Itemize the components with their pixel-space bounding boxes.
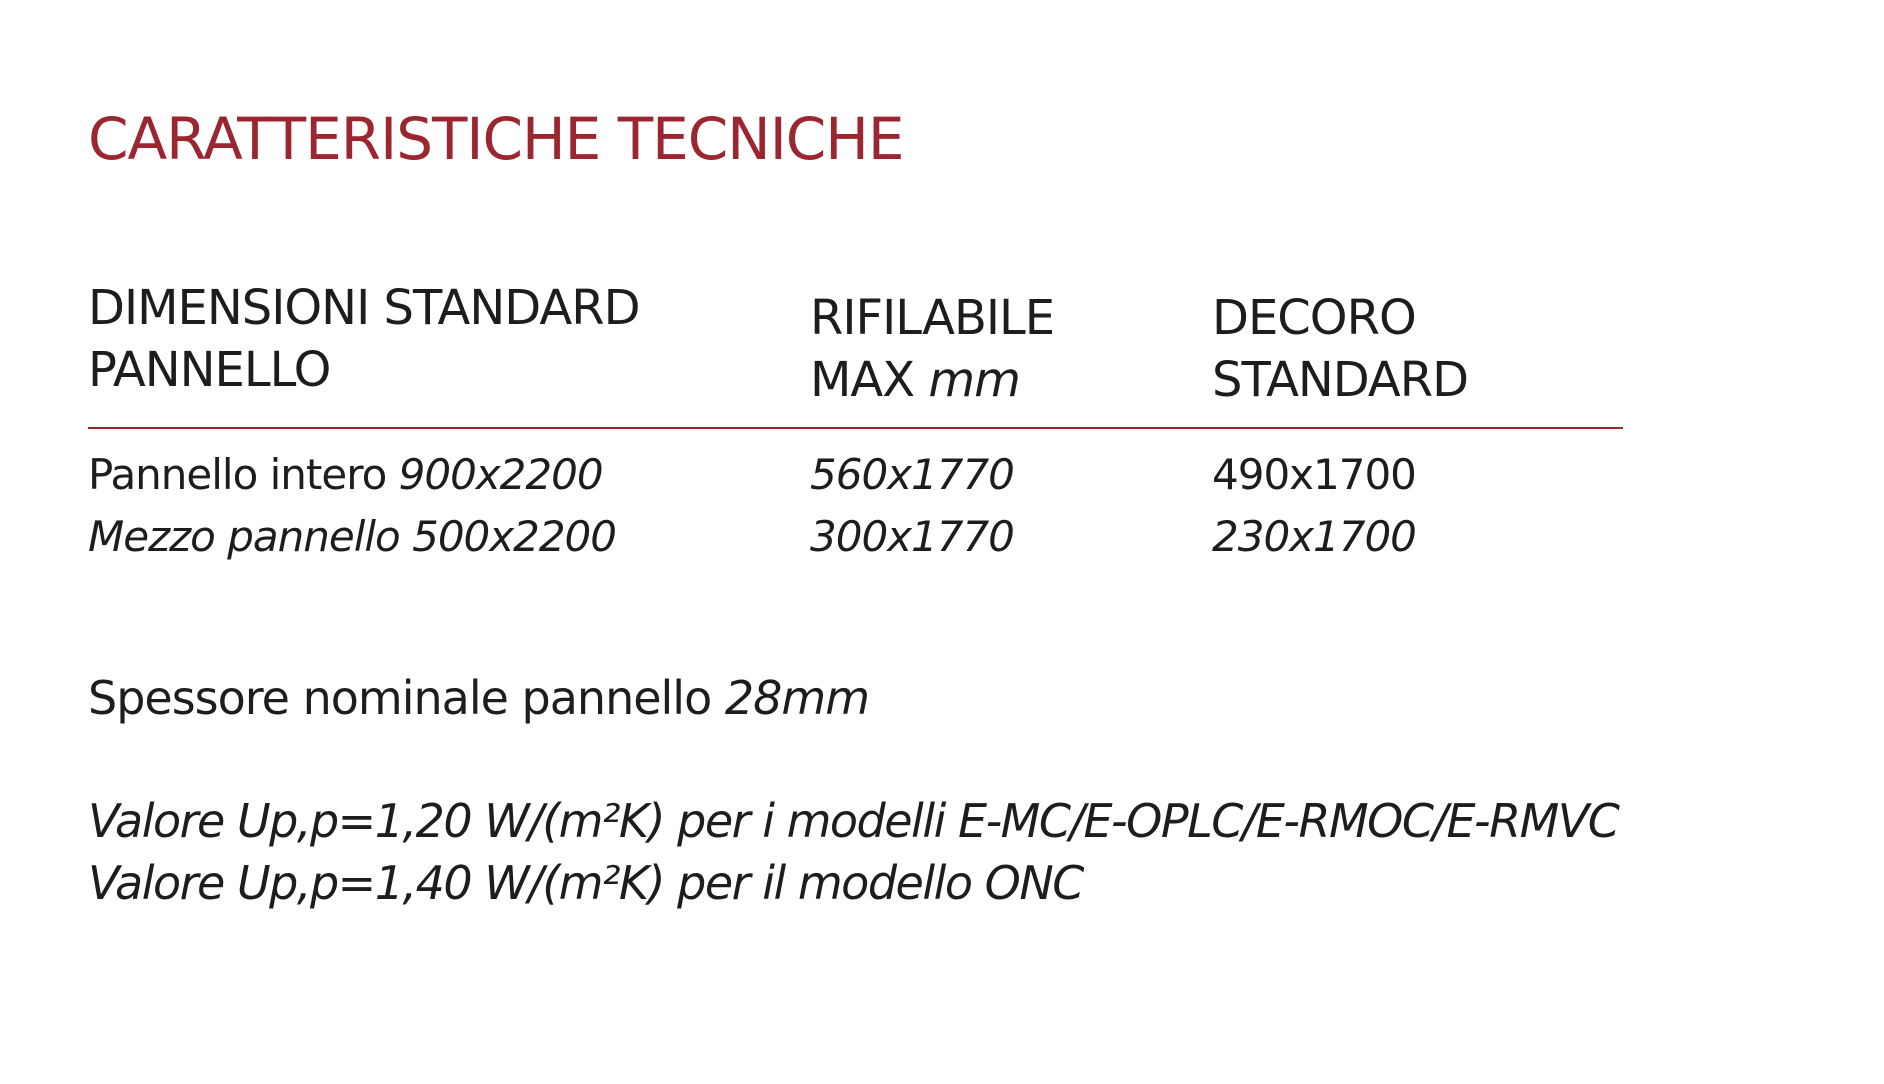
header-divider <box>88 427 1623 429</box>
column-header-line: PANNELLO <box>88 342 331 398</box>
thickness-value: 28mm <box>724 671 870 725</box>
thermal-values <box>88 790 1618 914</box>
table-cell-decoro: 490x1700 <box>1212 450 1416 499</box>
row-label: Pannello intero <box>88 450 387 499</box>
table-cell-decoro: 230x1700 <box>1212 512 1416 561</box>
column-header-line: RIFILABILE <box>810 290 1055 346</box>
row-size: 500x2200 <box>412 512 617 561</box>
column-header-text: MAX <box>810 352 915 408</box>
table-row-label <box>88 510 616 564</box>
page-title: CARATTERISTICHE TECNICHE <box>88 105 904 173</box>
thickness-note <box>88 668 869 728</box>
column-header-line: DIMENSIONI STANDARD <box>88 280 640 336</box>
table-row-label <box>88 448 603 502</box>
thermal-value-line: Valore Up,p=1,20 W/(m²K) per i modelli E-MC/E-OPLC/E-RMOC/E-RMVC <box>88 794 1619 848</box>
row-label: Mezzo pannello <box>88 512 400 561</box>
column-header-dimensioni <box>88 277 640 401</box>
column-header-line <box>810 349 1054 411</box>
thermal-value-line: Valore Up,p=1,40 W/(m²K) per il modello ONC <box>88 856 1083 910</box>
table-cell-rifilabile: 300x1770 <box>810 512 1014 561</box>
table-cell-rifilabile: 560x1770 <box>810 450 1014 499</box>
thickness-label: Spessore nominale pannello <box>88 671 712 725</box>
column-header-unit: mm <box>928 352 1020 408</box>
row-size: 900x2200 <box>398 450 603 499</box>
column-header-line: DECORO <box>1212 290 1416 346</box>
column-header-decoro <box>1212 287 1468 411</box>
column-header-rifilabile <box>810 287 1054 411</box>
column-header-line: STANDARD <box>1212 352 1469 408</box>
